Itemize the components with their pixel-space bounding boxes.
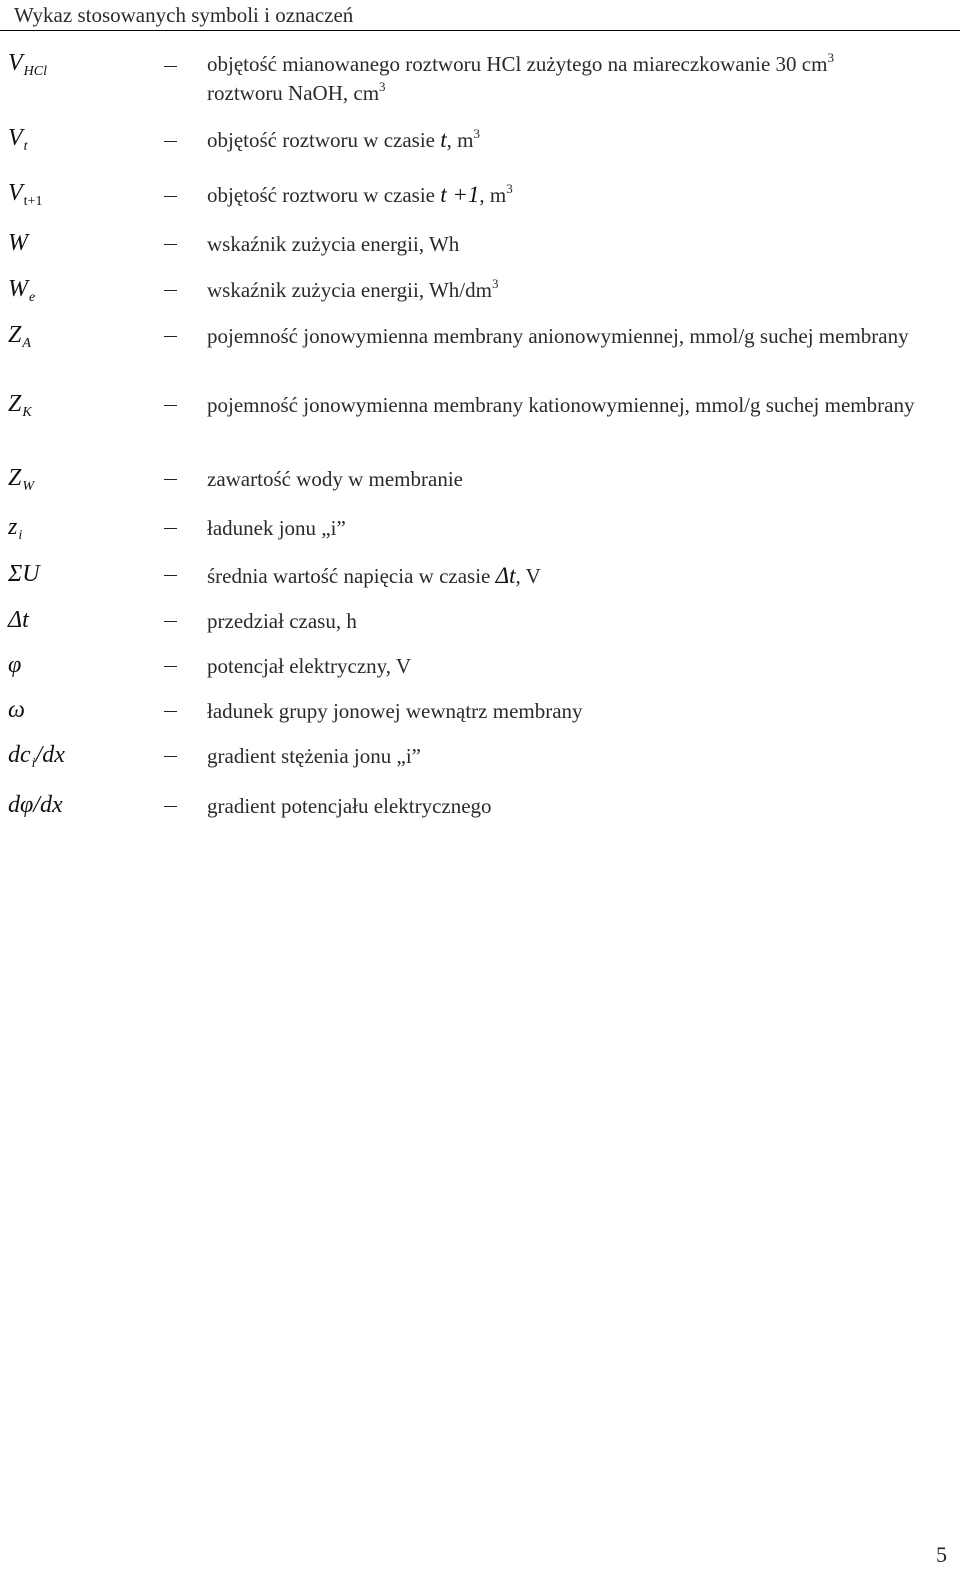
symbol: $Z_K$ bbox=[8, 391, 32, 420]
dash bbox=[164, 405, 177, 406]
dash bbox=[164, 244, 177, 245]
symbol-description: wskaźnik zużycia energii, $Wh/dm^3$ bbox=[207, 276, 499, 302]
dash bbox=[164, 196, 177, 197]
symbol-description: zawartość wody w membranie bbox=[207, 467, 463, 491]
symbol-description: ładunek grupy jonowej wewnątrz membrany bbox=[207, 699, 583, 723]
symbol-description: objętość roztworu w czasie t +1, $m^3$ bbox=[207, 181, 513, 207]
symbol: φ bbox=[8, 652, 22, 678]
symbol: $Z_W$ bbox=[8, 465, 35, 494]
dash bbox=[164, 528, 177, 529]
symbol: Δt bbox=[8, 607, 29, 633]
symbol-description: gradient stężenia jonu „i” bbox=[207, 744, 421, 768]
dash bbox=[164, 141, 177, 142]
symbol-description: objętość roztworu w czasie t, $m^3$ bbox=[207, 126, 480, 152]
dash bbox=[164, 806, 177, 807]
page-title: Wykaz stosowanych symboli i oznaczeń bbox=[14, 3, 354, 27]
symbol: dφ/dx bbox=[8, 792, 63, 818]
dash bbox=[164, 621, 177, 622]
dash bbox=[164, 290, 177, 291]
dash bbox=[164, 711, 177, 712]
dash bbox=[164, 336, 177, 337]
page-number: 5 bbox=[936, 1542, 947, 1567]
dash bbox=[164, 575, 177, 576]
symbol-description: przedział czasu, h bbox=[207, 609, 357, 633]
dash bbox=[164, 666, 177, 667]
dash bbox=[164, 756, 177, 757]
symbol: W bbox=[8, 230, 28, 256]
symbol-description: ładunek jonu „i” bbox=[207, 516, 346, 540]
symbol-description: pojemność jonowymienna membrany kationowymiennej, mmol/g suchej membrany bbox=[207, 393, 915, 417]
symbol: $W_e$ bbox=[8, 276, 36, 305]
symbol: $V_t$ bbox=[8, 125, 28, 154]
symbol: $z_i$ bbox=[8, 514, 23, 543]
dash bbox=[164, 479, 177, 480]
symbol-description: wskaźnik zużycia energii, Wh bbox=[207, 232, 460, 256]
symbol: ΣU bbox=[8, 561, 40, 587]
page-header bbox=[0, 0, 960, 31]
symbol-description: średnia wartość napięcia w czasie Δt, V bbox=[207, 563, 541, 588]
symbol: $dc_i/dx$ bbox=[8, 742, 65, 771]
symbol-description: objętość mianowanego roztworu HCl zużytego na miareczkowanie 30 $cm^3$ roztworu NaOH, $cm^3$ bbox=[207, 50, 834, 105]
symbol: ω bbox=[8, 697, 25, 723]
symbol-description: pojemność jonowymienna membrany anionowymiennej, mmol/g suchej membrany bbox=[207, 324, 909, 348]
symbol-description: gradient potencjału elektrycznego bbox=[207, 794, 492, 818]
dash bbox=[164, 66, 177, 67]
symbol: $V_{t+1}$ bbox=[8, 180, 43, 209]
symbol: $V_{HCl}$ bbox=[8, 50, 48, 79]
symbol: $Z_A$ bbox=[8, 322, 31, 351]
symbol-description: potencjał elektryczny, V bbox=[207, 654, 412, 678]
